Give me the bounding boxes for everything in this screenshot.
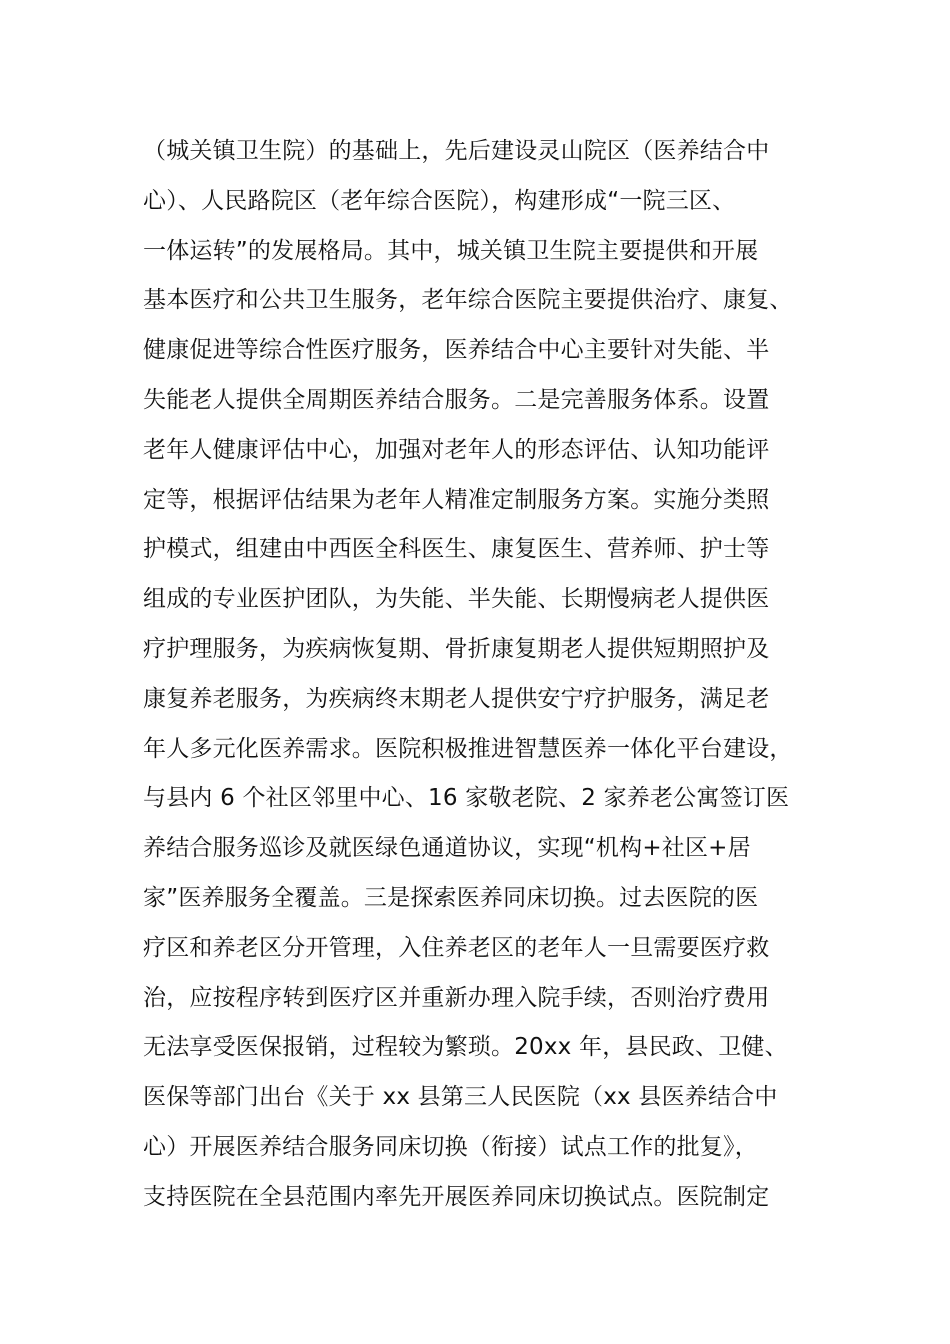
text-line: 医保等部门出台《关于 xx 县第三人民医院（xx 县医养结合中 bbox=[143, 1084, 778, 1111]
text-line: 失能老人提供全周期医养结合服务。二是完善服务体系。设置 bbox=[143, 386, 770, 413]
text-line: （城关镇卫生院）的基础上，先后建设灵山院区（医养结合中 bbox=[143, 138, 770, 164]
text-line: 治，应按程序转到医疗区并重新办理入院手续，否则治疗费用 bbox=[143, 984, 770, 1011]
text-line: 护模式，组建由中西医全科医生、康复医生、营养师、护士等 bbox=[143, 536, 770, 563]
text-line: 心）、人民路院区（老年综合医院），构建形成“一院三区、 bbox=[143, 187, 736, 214]
text-line: 养结合服务巡诊及就医绿色通道协议，实现“机构+社区+居 bbox=[143, 835, 751, 862]
text-line: 年人多元化医养需求。医院积极推进智慧医养一体化平台建设， bbox=[143, 735, 793, 762]
body-paragraph bbox=[143, 127, 843, 1223]
text-line: 家”医养服务全覆盖。三是探索医养同床切换。过去医院的医 bbox=[143, 884, 759, 911]
text-line: 心）开展医养结合服务同床切换（衔接）试点工作的批复》， bbox=[143, 1133, 758, 1160]
text-line: 老年人健康评估中心，加强对老年人的形态评估、认知功能评 bbox=[143, 436, 770, 463]
text-line: 疗护理服务，为疾病恢复期、骨折康复期老人提供短期照护及 bbox=[143, 635, 770, 662]
text-line: 无法享受医保报销，过程较为繁琐。20xx 年，县民政、卫健、 bbox=[143, 1034, 788, 1061]
text-line: 定等，根据评估结果为老年人精准定制服务方案。实施分类照 bbox=[143, 486, 770, 513]
text-line: 与县内 6 个社区邻里中心、16 家敬老院、2 家养老公寓签订医 bbox=[143, 785, 790, 812]
text-line: 支持医院在全县范围内率先开展医养同床切换试点。医院制定 bbox=[143, 1183, 770, 1210]
text-line: 健康促进等综合性医疗服务，医养结合中心主要针对失能、半 bbox=[143, 337, 770, 364]
text-line: 康复养老服务，为疾病终末期老人提供安宁疗护服务，满足老 bbox=[143, 685, 770, 712]
text-line: 基本医疗和公共卫生服务，老年综合医院主要提供治疗、康复、 bbox=[143, 287, 793, 314]
text-line: 一体运转”的发展格局。其中，城关镇卫生院主要提供和开展 bbox=[143, 237, 759, 264]
text-line: 组成的专业医护团队，为失能、半失能、长期慢病老人提供医 bbox=[143, 586, 770, 613]
text-line: 疗区和养老区分开管理，入住养老区的老年人一旦需要医疗救 bbox=[143, 934, 770, 961]
